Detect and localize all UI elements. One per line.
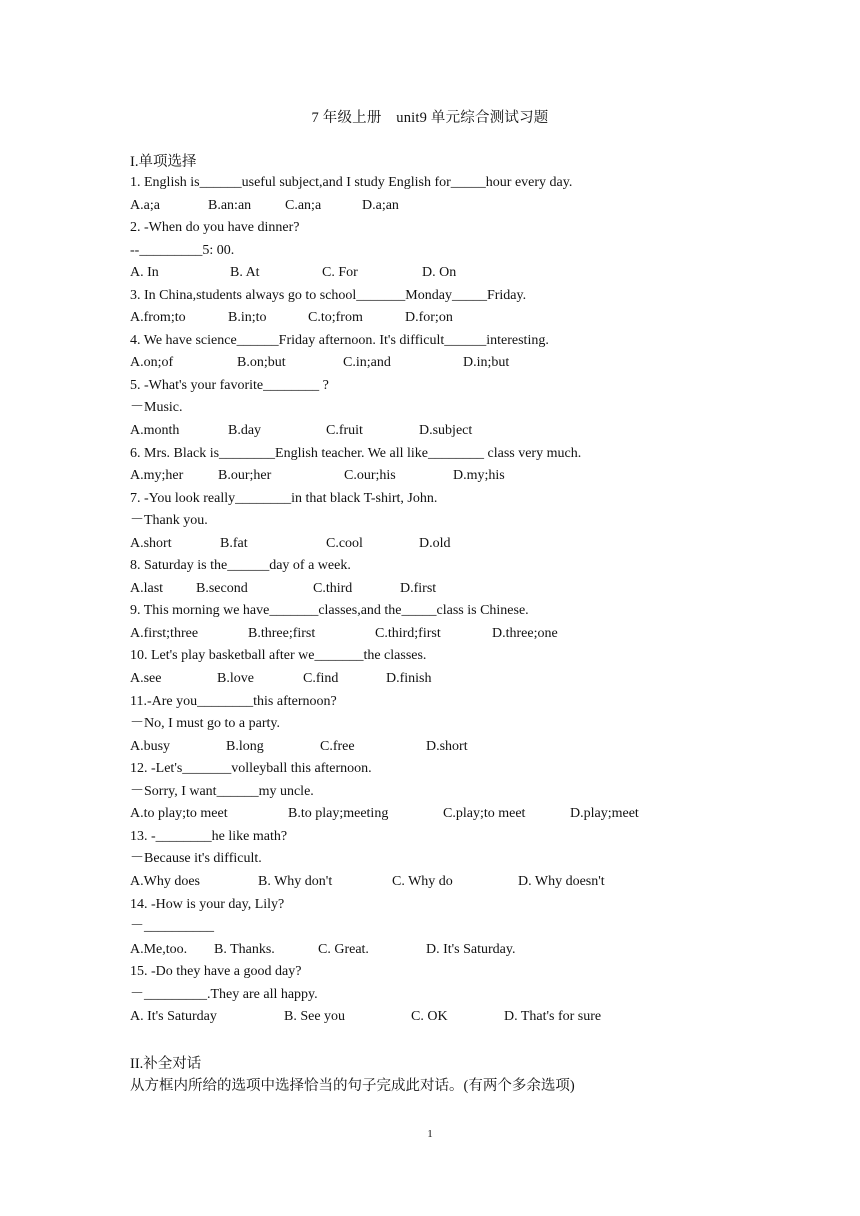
option-a: A.first;three	[130, 625, 199, 641]
question-stem: 7. -You look really________in that black T-shirt, John.	[130, 490, 438, 506]
question-response: －_________.They are all happy.	[130, 986, 318, 1002]
option-b: B.second	[196, 580, 248, 596]
question-response: --_________5: 00.	[130, 242, 235, 258]
question-stem: 3. In China,students always go to school_______Monday_____Friday.	[130, 287, 527, 303]
option-c: C.find	[303, 671, 339, 687]
question-stem: 14. -How is your day, Lily?	[130, 896, 285, 912]
option-c: C. OK	[411, 1009, 448, 1025]
option-c: C.fruit	[326, 423, 363, 439]
option-b: B. See you	[284, 1009, 346, 1025]
option-a: A.month	[130, 423, 180, 439]
option-c: C.third	[313, 580, 353, 596]
options-row	[130, 420, 750, 443]
option-b: B.in;to	[228, 310, 267, 326]
option-a: A. In	[130, 265, 159, 281]
option-b: B.an:an	[208, 197, 252, 213]
option-c: C.free	[320, 738, 355, 754]
option-b: B.to play;meeting	[288, 806, 389, 822]
option-a: A.to play;to meet	[130, 806, 228, 822]
option-a: A.my;her	[130, 468, 184, 484]
option-c: C.in;and	[343, 355, 391, 371]
option-d: D.a;an	[362, 197, 399, 213]
options-row	[130, 871, 750, 894]
option-d: D. That's for sure	[504, 1009, 602, 1025]
question-response: －Music.	[130, 400, 183, 416]
section-heading-1: I.单项选择	[130, 154, 197, 170]
option-a: A.from;to	[130, 310, 186, 326]
question-stem: 15. -Do they have a good day?	[130, 964, 302, 980]
option-a: A.short	[130, 535, 172, 551]
options-row	[130, 668, 750, 691]
options-row	[130, 262, 750, 285]
option-b: B.three;first	[248, 625, 316, 641]
option-d: D.short	[426, 738, 468, 754]
question-stem: 9. This morning we have_______classes,and the_____class is Chinese.	[130, 603, 529, 619]
options-row	[130, 1006, 750, 1029]
question-response: －Thank you.	[130, 513, 208, 529]
options-row	[130, 352, 750, 375]
question-response: －Sorry, I want______my uncle.	[130, 783, 314, 799]
option-d: D.play;meet	[570, 806, 639, 822]
question-stem: 5. -What's your favorite________ ?	[130, 377, 329, 393]
option-c: C. Great.	[318, 941, 369, 957]
option-a: A.Me,too.	[130, 941, 188, 957]
option-c: C.an;a	[285, 197, 322, 213]
option-b: B.our;her	[218, 468, 272, 484]
option-c: C.third;first	[375, 625, 441, 641]
option-c: C.to;from	[308, 310, 363, 326]
option-b: B. Thanks.	[214, 941, 275, 957]
section-heading-2: II.补全对话	[130, 1056, 202, 1072]
option-a: A.on;of	[130, 355, 174, 371]
option-d: D. It's Saturday.	[426, 941, 516, 957]
option-a: A.last	[130, 580, 164, 596]
question-response: －Because it's difficult.	[130, 851, 262, 867]
option-b: B.love	[217, 671, 254, 687]
question-stem: 13. -________he like math?	[130, 828, 288, 844]
question-stem: 2. -When do you have dinner?	[130, 220, 300, 236]
option-b: B. At	[230, 265, 260, 281]
question-stem: 6. Mrs. Black is________English teacher. We all like________ class very much.	[130, 445, 582, 461]
question-stem: 12. -Let's_______volleyball this afternoon.	[130, 761, 372, 777]
question-stem: 4. We have science______Friday afternoon. It's difficult______interesting.	[130, 332, 549, 348]
option-d: D. Why doesn't	[518, 873, 605, 889]
option-d: D.finish	[386, 671, 432, 687]
options-row	[130, 195, 750, 218]
options-row	[130, 623, 750, 646]
options-row	[130, 465, 750, 488]
option-d: D.three;one	[492, 625, 558, 641]
question-response: －__________	[130, 919, 214, 935]
question-response: －No, I must go to a party.	[130, 716, 280, 732]
option-d: D. On	[422, 265, 457, 281]
section-instruction: 从方框内所给的选项中选择恰当的句子完成此对话。(有两个多余选项)	[130, 1078, 575, 1094]
option-b: B.fat	[220, 535, 248, 551]
option-a: A.Why does	[130, 873, 200, 889]
option-c: C. For	[322, 265, 358, 281]
option-a: A. It's Saturday	[130, 1009, 217, 1025]
option-b: B.day	[228, 423, 262, 439]
option-d: D.old	[419, 535, 451, 551]
option-c: C.our;his	[344, 468, 396, 484]
option-c: C. Why do	[392, 873, 453, 889]
options-row	[130, 736, 750, 759]
question-stem: 10. Let's play basketball after we_______the classes.	[130, 648, 427, 664]
question-stem: 1. English is______useful subject,and I study English for_____hour every day.	[130, 175, 573, 190]
option-c: C.play;to meet	[443, 806, 526, 822]
option-d: D.in;but	[463, 355, 510, 371]
option-d: D.subject	[419, 423, 473, 439]
option-a: A.see	[130, 671, 162, 687]
question-stem: 11.-Are you________this afternoon?	[130, 693, 337, 709]
option-c: C.cool	[326, 535, 363, 551]
options-row	[130, 307, 750, 330]
options-row	[130, 578, 750, 601]
question-list	[130, 172, 750, 1029]
options-row	[130, 803, 750, 826]
option-d: D.for;on	[405, 310, 453, 326]
option-a: A.busy	[130, 738, 171, 754]
page-number: 1	[427, 1128, 433, 1140]
question-stem: 8. Saturday is the______day of a week.	[130, 558, 351, 574]
options-row	[130, 939, 750, 962]
options-row	[130, 533, 750, 556]
option-b: B.long	[226, 738, 264, 754]
option-b: B.on;but	[237, 355, 286, 371]
option-d: D.first	[400, 580, 437, 596]
option-b: B. Why don't	[258, 873, 333, 889]
option-a: A.a;a	[130, 197, 160, 213]
page-title: 7 年级上册 unit9 单元综合测试习题	[311, 110, 549, 126]
option-d: D.my;his	[453, 468, 505, 484]
